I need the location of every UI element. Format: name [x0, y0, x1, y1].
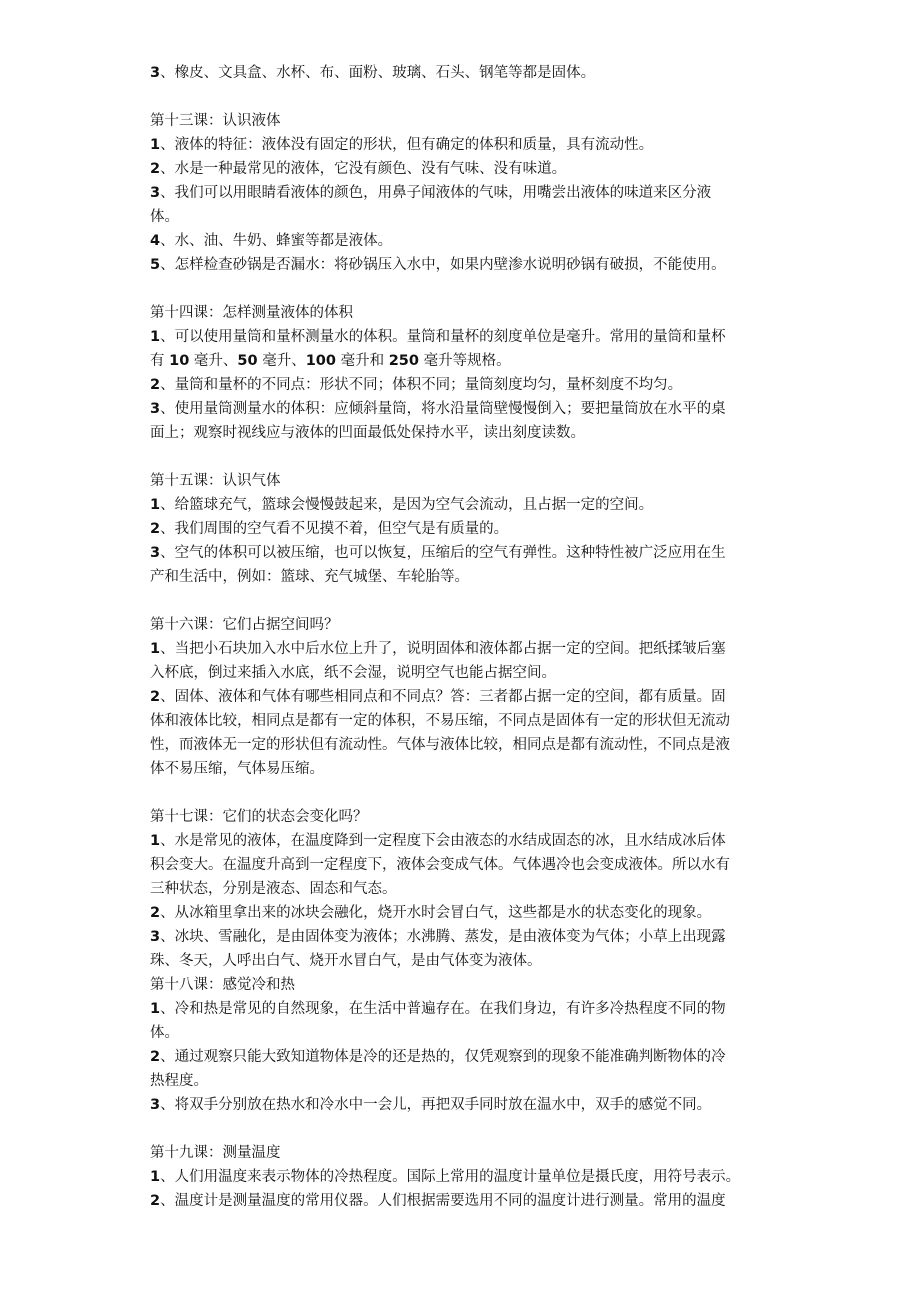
item-text: 、橡皮、文具盒、水杯、布、面粉、玻璃、石头、钢笔等都是固体。	[160, 65, 596, 81]
item-text: 毫升、	[257, 353, 306, 369]
list-item	[150, 493, 780, 517]
list-item	[150, 397, 780, 445]
list-item	[150, 1165, 780, 1189]
item-text: 面上；观察时视线应与液体的凹面最低处保持水平，读出刻度读数。	[150, 425, 585, 441]
item-number: 3	[150, 545, 161, 561]
lesson-15-title: 第十五课：认识气体	[150, 473, 281, 489]
item-text: 热程度。	[150, 1073, 208, 1089]
item-text: 性，而液体无一定的形状但有流动性。气体与液体比较，相同点是都有流动性，不同点是液	[150, 737, 730, 753]
lesson-14-item-1	[150, 325, 780, 373]
item-text: 、给篮球充气，篮球会慢慢鼓起来，是因为空气会流动，且占据一定的空间。	[160, 497, 654, 513]
item-text: 、水是常见的液体，在温度降到一定程度下会由液态的水结成固态的冰，且水结成冰后体	[160, 833, 726, 849]
item-number: 4	[150, 233, 161, 249]
list-item	[150, 1093, 780, 1117]
item-text: 、从冰箱里拿出来的冰块会融化，烧开水时会冒白气，这些都是水的状态变化的现象。	[160, 905, 712, 921]
item-number: 1	[150, 329, 161, 345]
item-number: 2	[150, 377, 161, 393]
lesson-16-items	[150, 637, 780, 781]
item-number: 2	[150, 1049, 161, 1065]
item-text: 、通过观察只能大致知道物体是冷的还是热的，仅凭观察到的现象不能准确判断物体的冷	[160, 1049, 726, 1065]
document-page	[150, 61, 780, 1213]
list-item	[150, 541, 780, 589]
list-item	[150, 253, 780, 277]
item-text: 、量筒和量杯的不同点：形状不同；体积不同；量筒刻度均匀，量杯刻度不均匀。	[160, 377, 683, 393]
item-number: 3	[150, 185, 161, 201]
item-text: 入杯底，倒过来插入水底，纸不会湿，说明空气也能占据空间。	[150, 665, 556, 681]
item-number: 1	[150, 1001, 161, 1017]
volume-value: 100	[305, 353, 336, 369]
item-text: 、使用量筒测量水的体积：应倾斜量筒，将水沿量筒壁慢慢倒入；要把量筒放在水平的桌	[160, 401, 726, 417]
list-item	[150, 181, 780, 229]
item-number: 1	[150, 497, 161, 513]
item-number: 1	[150, 1169, 161, 1185]
item-text: 体和液体比较，相同点是都有一定的体积，不易压缩，不同点是固体有一定的形状但无流动	[150, 713, 730, 729]
item-number: 3	[150, 1097, 161, 1113]
item-number: 2	[150, 521, 161, 537]
list-item	[150, 157, 780, 181]
item-text: 毫升等规格。	[418, 353, 511, 369]
lesson-18-title: 第十八课：感觉冷和热	[150, 977, 295, 993]
item-text: 、将双手分别放在热水和冷水中一会儿，再把双手同时放在温水中，双手的感觉不同。	[160, 1097, 712, 1113]
item-text: 、液体的特征：液体没有固定的形状，但有确定的体积和质量，具有流动性。	[160, 137, 654, 153]
item-text: 、我们周围的空气看不见摸不着，但空气是有质量的。	[160, 521, 509, 537]
list-item	[150, 901, 780, 925]
lesson-15-items	[150, 493, 780, 589]
lesson-14-title: 第十四课：怎样测量液体的体积	[150, 305, 353, 321]
list-item	[150, 373, 780, 397]
item-number: 3	[150, 929, 161, 945]
list-item	[150, 229, 780, 253]
item-number: 5	[150, 257, 161, 273]
item-text: 体。	[150, 1025, 179, 1041]
item-text: 三种状态，分别是液态、固态和气态。	[150, 881, 397, 897]
lesson-17-title: 第十七课：它们的状态会变化吗？	[150, 809, 368, 825]
item-text: 产和生活中，例如：篮球、充气城堡、车轮胎等。	[150, 569, 469, 585]
item-number: 1	[150, 137, 161, 153]
volume-value: 250	[388, 353, 419, 369]
item-text: 、怎样检查砂锅是否漏水：将砂锅压入水中，如果内壁渗水说明砂锅有破损，不能使用。	[160, 257, 726, 273]
item-number: 1	[150, 641, 161, 657]
item-number: 2	[150, 905, 161, 921]
item-text: 、可以使用量筒和量杯测量水的体积。量筒和量杯的刻度单位是毫升。常用的量筒和量杯	[160, 329, 726, 345]
lesson-13-items	[150, 133, 780, 277]
lesson-14-items	[150, 373, 780, 445]
item-text: 毫升和	[335, 353, 389, 369]
list-item	[150, 637, 780, 685]
lesson-19-items	[150, 1165, 780, 1213]
item-number: 2	[150, 1193, 161, 1209]
item-text: 、人们用温度来表示物体的冷热程度。国际上常用的温度计量单位是摄氏度，用符号表示。	[160, 1169, 741, 1185]
item-text: 珠、冬天，人呼出白气、烧开水冒白气，是由气体变为液体。	[150, 953, 542, 969]
lesson-19-title: 第十九课：测量温度	[150, 1145, 281, 1161]
item-text: 、固体、液体和气体有哪些相同点和不同点？答：三者都占据一定的空间，都有质量。固	[160, 689, 726, 705]
list-item	[150, 1045, 780, 1093]
item-text: 体。	[150, 209, 179, 225]
item-text: 、水是一种最常见的液体，它没有颜色、没有气味、没有味道。	[160, 161, 567, 177]
list-item	[150, 1189, 780, 1213]
item-number: 3	[150, 65, 161, 81]
lesson-13-title: 第十三课：认识液体	[150, 113, 281, 129]
item-number: 3	[150, 401, 161, 417]
item-text: 积会变大。在温度升高到一定程度下，液体会变成气体。气体遇冷也会变成液体。所以水有	[150, 857, 730, 873]
item-text: 、冰块、雪融化，是由固体变为液体；水沸腾、蒸发，是由液体变为气体；小草上出现露	[160, 929, 726, 945]
item-text: 、冷和热是常见的自然现象，在生活中普遍存在。在我们身边，有许多冷热程度不同的物	[160, 1001, 726, 1017]
intro-item-3	[150, 61, 780, 85]
item-text: 毫升、	[189, 353, 238, 369]
item-number: 2	[150, 689, 161, 705]
list-item	[150, 925, 780, 973]
item-text: 、空气的体积可以被压缩，也可以恢复，压缩后的空气有弹性。这种特性被广泛应用在生	[160, 545, 726, 561]
item-number: 2	[150, 161, 161, 177]
list-item	[150, 517, 780, 541]
lesson-17-items	[150, 829, 780, 973]
item-text: 体不易压缩，气体易压缩。	[150, 761, 324, 777]
item-number: 1	[150, 833, 161, 849]
item-text: 、当把小石块加入水中后水位上升了，说明固体和液体都占据一定的空间。把纸揉皱后塞	[160, 641, 726, 657]
list-item	[150, 685, 780, 781]
item-text: 有	[150, 353, 170, 369]
list-item	[150, 997, 780, 1045]
volume-value: 10	[169, 353, 190, 369]
list-item	[150, 829, 780, 901]
item-text: 、我们可以用眼睛看液体的颜色，用鼻子闻液体的气味，用嘴尝出液体的味道来区分液	[160, 185, 712, 201]
list-item	[150, 133, 780, 157]
item-text: 、温度计是测量温度的常用仪器。人们根据需要选用不同的温度计进行测量。常用的温度	[160, 1193, 726, 1209]
lesson-18-items	[150, 997, 780, 1117]
volume-value: 50	[237, 353, 258, 369]
item-text: 、水、油、牛奶、蜂蜜等都是液体。	[160, 233, 393, 249]
lesson-16-title: 第十六课：它们占据空间吗？	[150, 617, 339, 633]
